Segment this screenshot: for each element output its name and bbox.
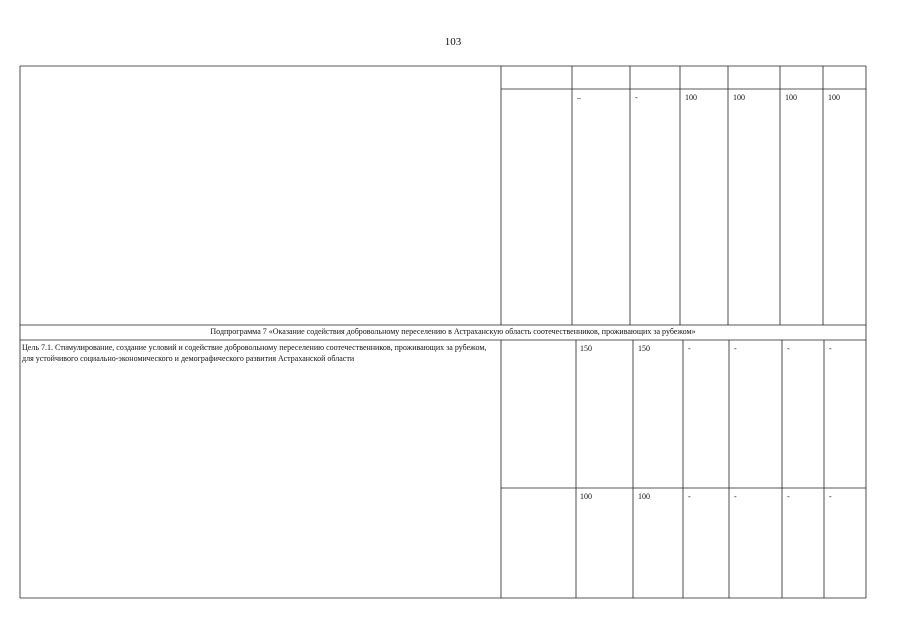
value-cell: - [734, 492, 737, 501]
value-cell: – [577, 93, 581, 102]
value-cell: 100 [785, 93, 797, 102]
value-cell: - [787, 492, 790, 501]
value-cell: 100 [828, 93, 840, 102]
value-cell: - [829, 344, 832, 353]
page-number: 103 [444, 36, 462, 48]
value-cell: - [688, 344, 691, 353]
value-cell: 100 [733, 93, 745, 102]
value-cell: - [635, 93, 638, 102]
value-cell: 100 [638, 492, 650, 501]
value-cell: - [829, 492, 832, 501]
value-cell: 150 [638, 344, 650, 353]
value-cell: 100 [580, 492, 592, 501]
value-cell: - [734, 344, 737, 353]
value-cell: - [787, 344, 790, 353]
value-cell: 100 [685, 93, 697, 102]
subprogram-title: Подпрограмма 7 «Оказание содействия добровольному переселению в Астраханскую область соотечественников, проживающих за рубежом» [210, 327, 696, 336]
value-cell: 150 [580, 344, 592, 353]
value-cell: - [688, 492, 691, 501]
goal-text: Цель 7.1. Стимулирование, создание условий и содействие добровольному переселению соотечественников, проживающих за рубежом, для устойчивого социально-экономического и демографического развития Астраханской области [22, 343, 487, 364]
